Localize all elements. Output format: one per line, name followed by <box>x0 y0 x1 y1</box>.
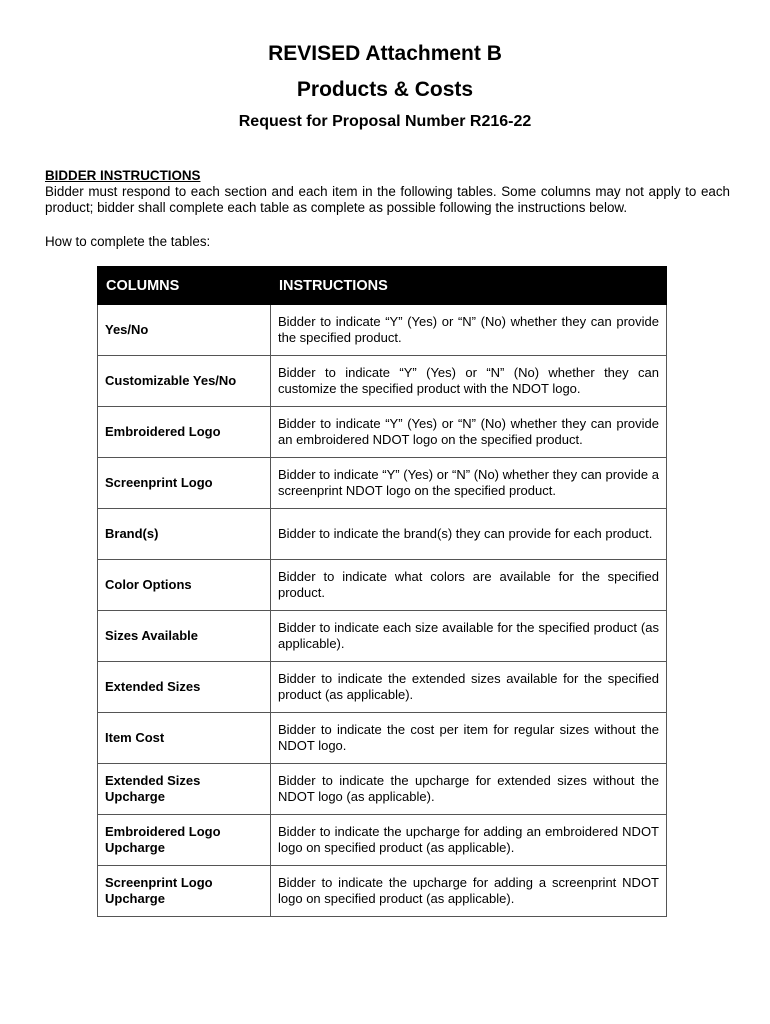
row-instruction: Bidder to indicate “Y” (Yes) or “N” (No) whether they can customize the specified product with the NDOT logo. <box>271 356 667 407</box>
bidder-instructions <box>45 168 730 216</box>
page-title: REVISED Attachment B <box>268 42 502 65</box>
table-row <box>98 713 667 764</box>
row-instruction: Bidder to indicate the upcharge for extended sizes without the NDOT logo (as applicable). <box>271 764 667 815</box>
row-instruction: Bidder to indicate the upcharge for adding a screenprint NDOT logo on specified product (as applicable). <box>271 866 667 917</box>
row-instruction: Bidder to indicate what colors are available for the specified product. <box>271 560 667 611</box>
row-column-name: Sizes Available <box>98 611 271 662</box>
row-column-name: Customizable Yes/No <box>98 356 271 407</box>
row-column-name: Embroidered Logo Upcharge <box>98 815 271 866</box>
row-instruction: Bidder to indicate the upcharge for adding an embroidered NDOT logo on specified product (as applicable). <box>271 815 667 866</box>
header-columns: COLUMNS <box>98 267 271 305</box>
table-row <box>98 560 667 611</box>
rfp-number: Request for Proposal Number R216-22 <box>238 113 532 130</box>
table-row <box>98 458 667 509</box>
row-instruction: Bidder to indicate “Y” (Yes) or “N” (No) whether they can provide a screenprint NDOT logo on the specified product. <box>271 458 667 509</box>
table-row <box>98 509 667 560</box>
row-instruction: Bidder to indicate the extended sizes available for the specified product (as applicable). <box>271 662 667 713</box>
table-row <box>98 305 667 356</box>
row-column-name: Item Cost <box>98 713 271 764</box>
table-row <box>98 866 667 917</box>
page-subtitle: Products & Costs <box>296 78 474 101</box>
row-instruction: Bidder to indicate “Y” (Yes) or “N” (No) whether they can provide an embroidered NDOT logo on the specified product. <box>271 407 667 458</box>
table-row <box>98 611 667 662</box>
row-column-name: Brand(s) <box>98 509 271 560</box>
row-column-name: Extended Sizes <box>98 662 271 713</box>
row-column-name: Yes/No <box>98 305 271 356</box>
table-row <box>98 662 667 713</box>
bidder-instructions-heading: BIDDER INSTRUCTIONS <box>45 168 201 183</box>
row-instruction: Bidder to indicate the brand(s) they can provide for each product. <box>271 509 667 560</box>
bidder-instructions-text: Bidder must respond to each section and each item in the following tables. Some columns may not apply to each product; bidder shall complete each table as complete as possible following the instructions below. <box>45 184 730 215</box>
row-column-name: Color Options <box>98 560 271 611</box>
header-instructions: INSTRUCTIONS <box>271 267 667 305</box>
row-instruction: Bidder to indicate the cost per item for regular sizes without the NDOT logo. <box>271 713 667 764</box>
row-instruction: Bidder to indicate “Y” (Yes) or “N” (No) whether they can provide the specified product. <box>271 305 667 356</box>
table-row <box>98 407 667 458</box>
table-row <box>98 815 667 866</box>
instructions-table <box>97 266 667 917</box>
row-column-name: Extended Sizes Upcharge <box>98 764 271 815</box>
table-row <box>98 764 667 815</box>
row-column-name: Screenprint Logo Upcharge <box>98 866 271 917</box>
table-header-row <box>98 267 667 305</box>
table-row <box>98 356 667 407</box>
howto-text: How to complete the tables: <box>45 234 211 249</box>
row-column-name: Screenprint Logo <box>98 458 271 509</box>
row-column-name: Embroidered Logo <box>98 407 271 458</box>
row-instruction: Bidder to indicate each size available for the specified product (as applicable). <box>271 611 667 662</box>
